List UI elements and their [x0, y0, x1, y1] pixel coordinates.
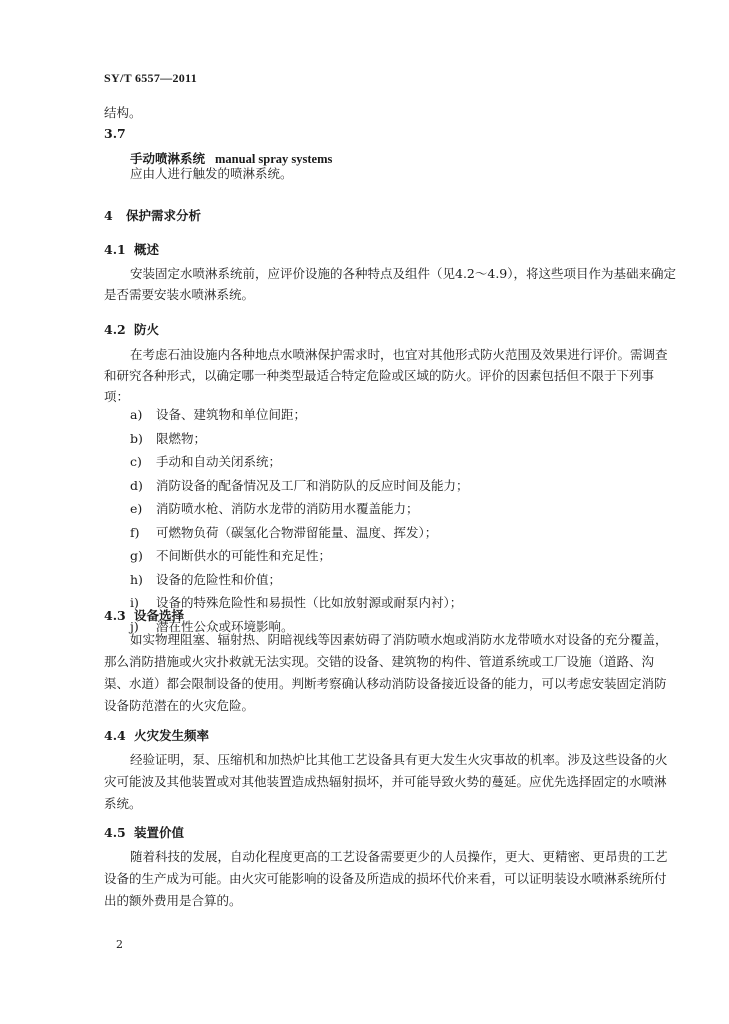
section-number: 4.1: [104, 242, 126, 257]
section-title: 火灾发生频率: [134, 728, 210, 743]
list-item: a) 设备、建筑物和单位间距；: [130, 407, 307, 422]
section-4-1-heading: [104, 240, 159, 258]
list-item: c) 手动和自动关闭系统；: [130, 454, 282, 469]
list-item: g) 不间断供水的可能性和充足性；: [130, 548, 332, 563]
section-4-5-heading: [104, 823, 184, 841]
list-item: f) 可燃物负荷（碳氢化合物滞留能量、温度、挥发）；: [130, 524, 438, 540]
term-english: manual spray systems: [215, 152, 333, 166]
list-item: h) 设备的危险性和价值；: [130, 571, 282, 587]
term-chinese: 手动喷淋系统: [130, 151, 206, 166]
section-4-5-body: 随着科技的发展，自动化程度更高的工艺设备需要更少的人员操作，更大、更精密、更昂贵的工艺设备的生产成为可能。由火灾可能影响的设备及所造成的损坏代价来看，可以证明装设水喷淋系统所付出的额外费用是合算的。: [104, 849, 668, 908]
section-title: 保护需求分析: [126, 208, 202, 223]
section-3-7-definition: 应由人进行触发的喷淋系统。: [130, 166, 293, 181]
list-item: i) 设备的特殊危险性和易损性（比如放射源或耐泵内衬）；: [130, 595, 463, 610]
document-code-header: SY/T 6557—2011: [104, 71, 197, 85]
page-number: 2: [116, 938, 123, 951]
section-4-3-body: 如实物理阻塞、辐射热、阴暗视线等因素妨碍了消防喷水炮或消防水龙带喷水对设备的充分覆盖，那么消防措施或火灾扑救就无法实现。交错的设备、建筑物的构件、管道系统或工厂设施（道路、沟渠、水道）都会限制设备的使用。判断考察确认移动消防设备接近设备的能力，可以考虑安装固定消防设备防范潜在的火灾危险。: [104, 632, 668, 713]
section-title: 概述: [134, 242, 160, 257]
section-number: 3.7: [104, 126, 126, 141]
list-item: j) 潜在性公众或环境影响。: [130, 618, 294, 634]
section-4-2-body: 在考虑石油设施内各种地点水喷淋保护需求时，也宜对其他形式防火范围及效果进行评价。需调查和研究各种形式，以确定哪一种类型最适合特定危险或区域的防火。评价的因素包括但不限于下列事项：: [104, 347, 668, 404]
section-4-2-heading: [104, 320, 159, 338]
section-number: 4.2: [104, 322, 126, 337]
list-item: e) 消防喷水枪、消防水龙带的消防用水覆盖能力；: [130, 501, 419, 516]
section-4-3-heading: [104, 606, 184, 624]
section-title: 设备选择: [134, 608, 185, 623]
section-number: 4.5: [104, 825, 126, 840]
section-number: 4: [104, 208, 113, 223]
section-title: 防火: [134, 322, 160, 337]
continuation-text: 结构。: [104, 105, 142, 120]
section-4-1-body: 安装固定水喷淋系统前，应评价设施的各种特点及组件（见4.2～4.9），将这些项目作为基础来确定是否需要安装水喷淋系统。: [104, 266, 677, 302]
list-item: d) 消防设备的配备情况及工厂和消防队的反应时间及能力；: [130, 477, 469, 493]
list-item: b) 限燃物；: [130, 430, 207, 446]
section-number: 4.4: [104, 728, 126, 743]
section-4-heading: [104, 206, 201, 224]
section-4-4-heading: [104, 726, 209, 744]
section-4-4-body: 经验证明，泵、压缩机和加热炉比其他工艺设备具有更大发生火灾事故的机率。涉及这些设备的火灾可能波及其他装置或对其他装置造成热辐射损坏，并可能导致火势的蔓延。应优先选择固定的水喷淋系统。: [104, 752, 668, 811]
section-3-7-number: [104, 126, 126, 141]
section-title: 装置价值: [134, 825, 185, 840]
section-number: 4.3: [104, 608, 126, 623]
evaluation-factors-list: [130, 403, 469, 638]
